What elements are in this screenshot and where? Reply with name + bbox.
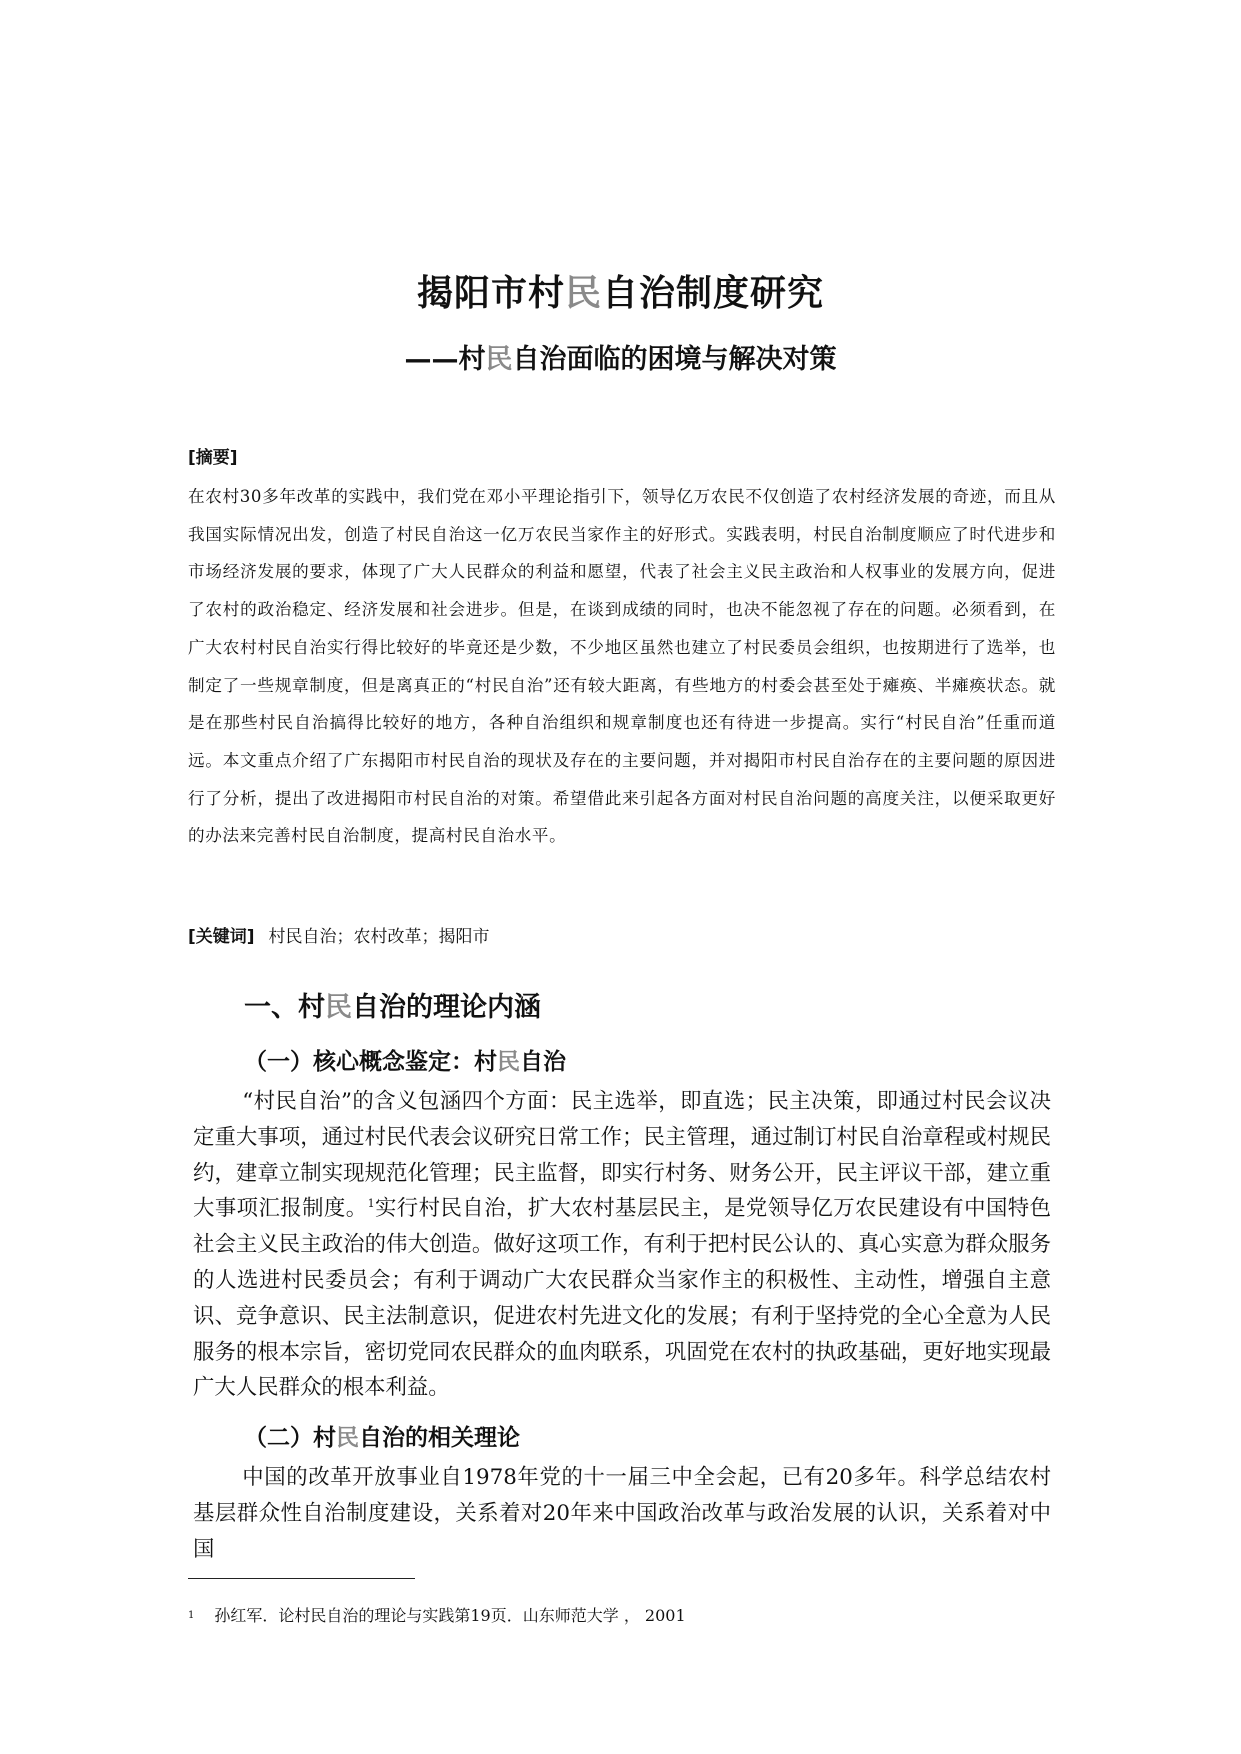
footnote [188, 1605, 686, 1627]
subsection2-body [193, 1460, 1051, 1567]
abstract-body [188, 478, 1056, 855]
title-text-2: 自治制度研究 [602, 273, 825, 314]
paragraph-text-before-footnote: “村民自治”的含义包涵四个方面：民主选举，即直选；民主决策，即通过村民会议决定重大事项，通过村民代表会议研究日常工作；民主管理，通过制订村民自治章程或村规民约，建章立制实现规范化管理；民主监督，即实行村务、财务公开，民主评议干部，建立重大事项汇报制度。 [193, 1089, 1051, 1222]
footnote-number: 1 [188, 1610, 195, 1621]
subsection1-heading-text-2: 自治 [520, 1049, 566, 1075]
subtitle-highlight-char: 民 [485, 344, 513, 375]
subsection2-heading-text-1: （二）村 [244, 1425, 336, 1451]
subsection-heading-related-theory [244, 1423, 520, 1453]
paragraph-text-after-footnote: 实行村民自治，扩大农村基层民主，是党领导亿万农民建设有中国特色社会主义民主政治的伟大创造。做好这项工作，有利于把村民公认的、真心实意为群众服务的人选进村民委员会；有利于调动广大农民群众当家作主的积极性、主动性，增强自主意识、竞争意识、民主法制意识，促进农村先进文化的发展；有利于坚持党的全心全意为人民服务的根本宗旨，密切党同农民群众的血肉联系，巩固党在农村的执政基础，更好地实现最广大人民群众的根本利益。 [193, 1196, 1051, 1401]
subtitle-text-2: 自治面临的困境与解决对策 [512, 344, 837, 375]
section-heading-text-1: 一、村 [244, 992, 325, 1023]
section-heading-highlight-char: 民 [325, 992, 352, 1023]
subsection2-highlight-char: 民 [336, 1425, 359, 1451]
subsection2-heading-text-2: 自治的相关理论 [359, 1425, 520, 1451]
subsection1-body [193, 1084, 1051, 1406]
footnote-reference[interactable]: 1 [367, 1197, 375, 1211]
subsection2-paragraph: 中国的改革开放事业自1978年党的十一届三中全会起，已有20多年。科学总结农村基层群众性自治制度建设，关系着对20年来中国政治改革与政治发展的认识，关系着对中国 [193, 1465, 1051, 1562]
subtitle-text-1: ——村 [404, 344, 486, 375]
keywords-text: 村民自治；农村改革；揭阳市 [268, 927, 490, 947]
abstract-paragraph: 在农村30多年改革的实践中，我们党在邓小平理论指引下，领导亿万农民不仅创造了农村经济发展的奇迹，而且从我国实际情况出发，创造了村民自治这一亿万农民当家作主的好形式。实践表明，村民自治制度顺应了时代进步和市场经济发展的要求，体现了广大人民群众的利益和愿望，代表了社会主义民主政治和人权事业的发展方向，促进了农村的政治稳定、经济发展和社会进步。但是，在谈到成绩的同时，也决不能忽视了存在的问题。必须看到，在广大农村村民自治实行得比较好的毕竟还是少数，不少地区虽然也建立了村民委员会组织，也按期进行了选举，也制定了一些规章制度，但是离真正的“村民自治”还有较大距离，有些地方的村委会甚至处于瘫痪、半瘫痪状态。就是在那些村民自治搞得比较好的地方，各种自治组织和规章制度也还有待进一步提高。实行“村民自治”任重而道远。本文重点介绍了广东揭阳市村民自治的现状及存在的主要问题，并对揭阳市村民自治存在的主要问题的原因进行了分析，提出了改进揭阳市村民自治的对策。希望借此来引起各方面对村民自治问题的高度关注，以便采取更好的办法来完善村民自治制度，提高村民自治水平。 [188, 487, 1056, 846]
footnote-text: 孙红军．论村民自治的理论与实践第19页．山东师范大学 ， 2001 [214, 1606, 686, 1625]
keywords-line [188, 925, 490, 949]
title-highlight-char: 民 [564, 273, 602, 314]
title-text-1: 揭阳市村 [416, 273, 565, 314]
subsection1-highlight-char: 民 [497, 1049, 520, 1075]
section-heading [244, 990, 541, 1026]
abstract-heading: [摘要] [188, 448, 238, 468]
section-heading-text-2: 自治的理论内涵 [352, 992, 541, 1023]
subsection1-heading-text-1: （一）核心概念鉴定：村 [244, 1049, 497, 1075]
keywords-label: [关键词] [188, 927, 255, 947]
document-subtitle [0, 342, 1241, 378]
document-title [0, 272, 1241, 316]
subsection1-paragraph [193, 1084, 1051, 1406]
subsection-heading-core-concept [244, 1047, 566, 1077]
footnote-separator [188, 1578, 415, 1579]
